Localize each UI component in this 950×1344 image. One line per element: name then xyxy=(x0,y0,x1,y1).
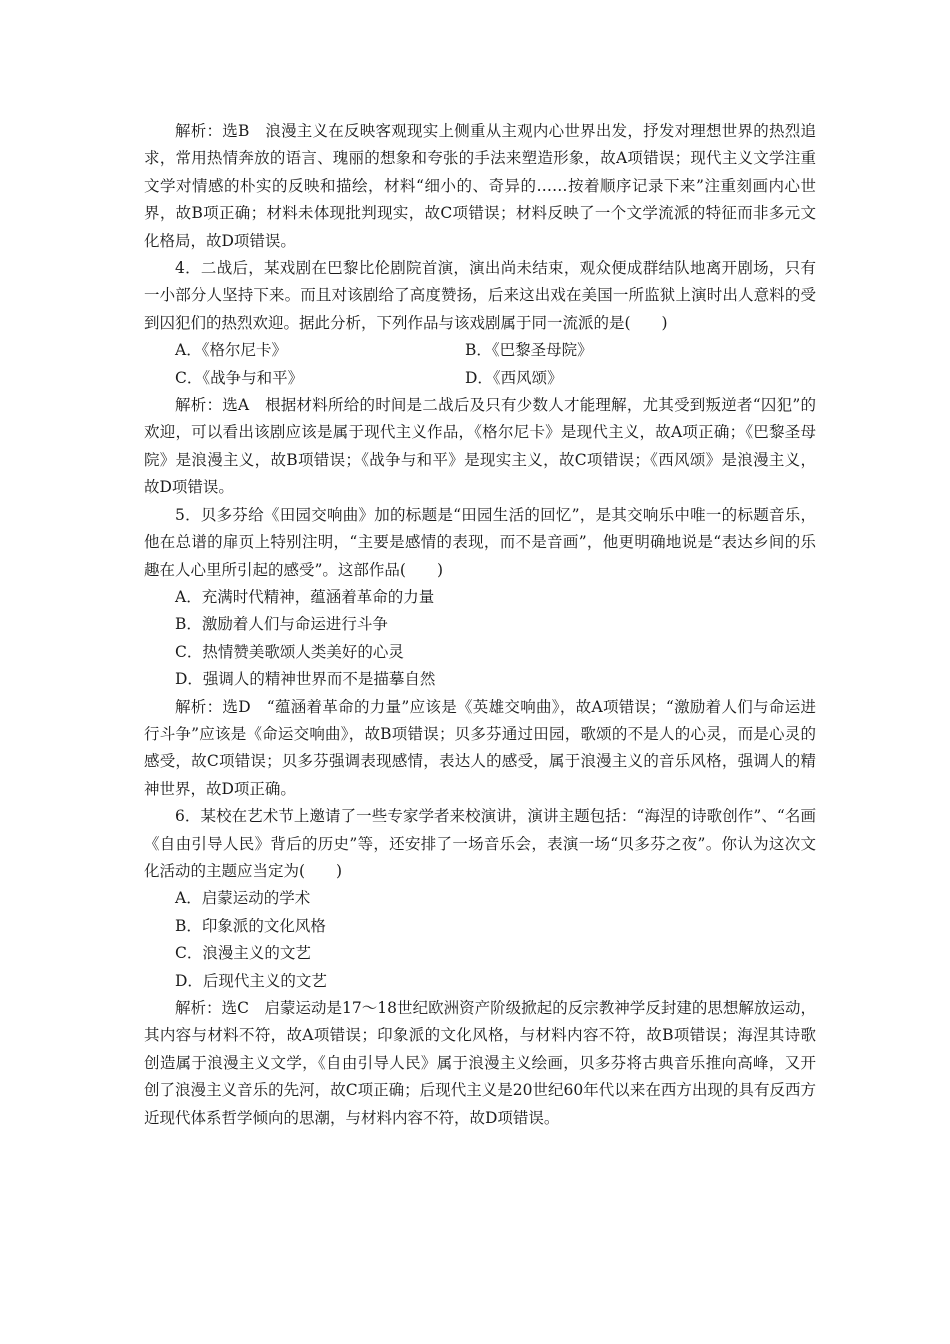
q5-analysis: 解析：选D “蕴涵着革命的力量”应该是《英雄交响曲》，故A项错误；“激励着人们与命运进行斗争”应该是《命运交响曲》，故B项错误；贝多芬通过田园，歌颂的不是人的心灵，而是心灵的感受，故C项错误；贝多芬强调表现感情，表达人的感受，属于浪漫主义的音乐风格，强调人的精神世界，故D项正确。 xyxy=(144,697,816,798)
q4-options-row-1 xyxy=(144,337,816,364)
q5-option-b: B．激励着人们与命运进行斗争 xyxy=(175,615,388,634)
q6-stem: 6．某校在艺术节上邀请了一些专家学者来校演讲，演讲主题包括：“海涅的诗歌创作”、“名画《自由引导人民》背后的历史”等，还安排了一场音乐会，表演一场“贝多芬之夜”。你认为这次文化活动的主题应当定为( ) xyxy=(144,807,816,880)
q6-option-a: A．启蒙运动的学术 xyxy=(175,889,311,908)
q3-analysis: 解析：选B 浪漫主义在反映客观现实上侧重从主观内心世界出发，抒发对理想世界的热烈追求，常用热情奔放的语言、瑰丽的想象和夸张的手法来塑造形象，故A项错误；现代主义文学注重文学对情感的朴实的反映和描绘，材料“细小的、奇异的……按着顺序记录下来”注重刻画内心世界，故B项正确；材料未体现批判现实，故C项错误；材料反映了一个文学流派的特征而非多元文化格局，故D项错误。 xyxy=(144,122,816,250)
q6-analysis: 解析：选C 启蒙运动是17～18世纪欧洲资产阶级掀起的反宗教神学反封建的思想解放运动，其内容与材料不符，故A项错误；印象派的文化风格，与材料内容不符，故B项错误；海涅其诗歌创造属于浪漫主义文学，《自由引导人民》属于浪漫主义绘画，贝多芬将古典音乐推向高峰，又开创了浪漫主义音乐的先河，故C项正确；后现代主义是20世纪60年代以来在西方出现的具有反西方近现代体系哲学倾向的思潮，与材料内容不符，故D项错误。 xyxy=(144,999,816,1127)
q4-option-c: C．《战争与和平》 xyxy=(175,368,304,387)
q4-option-a: A．《格尔尼卡》 xyxy=(175,341,287,360)
q6-option-d: D．后现代主义的文艺 xyxy=(175,971,327,990)
q6-option-b: B．印象派的文化风格 xyxy=(175,916,326,935)
q4-option-d: D．《西风颂》 xyxy=(465,368,563,387)
q4-option-b: B．《巴黎圣母院》 xyxy=(465,341,593,360)
document-page xyxy=(144,118,816,1132)
q4-stem: 4．二战后，某戏剧在巴黎比伦剧院首演，演出尚未结束，观众便成群结队地离开剧场，只有一小部分人坚持下来。而且对该剧给了高度赞扬，后来这出戏在美国一所监狱上演时出人意料的受到囚犯们的热烈欢迎。据此分析，下列作品与该戏剧属于同一流派的是( ) xyxy=(144,259,816,332)
q5-option-d: D．强调人的精神世界而不是描摹自然 xyxy=(175,670,436,689)
q4-analysis: 解析：选A 根据材料所给的时间是二战后及只有少数人才能理解，尤其受到叛逆者“囚犯”的欢迎，可以看出该剧应该是属于现代主义作品，《格尔尼卡》是现代主义，故A项正确；《巴黎圣母院》是浪漫主义，故B项错误；《战争与和平》是现实主义，故C项错误；《西风颂》是浪漫主义，故D项错误。 xyxy=(144,396,816,497)
q5-stem: 5．贝多芬给《田园交响曲》加的标题是“田园生活的回忆”，是其交响乐中唯一的标题音乐，他在总谱的扉页上特别注明，“主要是感情的表现，而不是音画”，他更明确地说是“表达乡间的乐趣在人心里所引起的感受”。这部作品( ) xyxy=(144,505,816,579)
q4-options-row-2 xyxy=(144,365,816,392)
q5-option-a: A．充满时代精神，蕴涵着革命的力量 xyxy=(175,587,435,606)
q5-option-c: C．热情赞美歌颂人类美好的心灵 xyxy=(175,642,404,661)
q6-option-c: C．浪漫主义的文艺 xyxy=(175,944,311,963)
